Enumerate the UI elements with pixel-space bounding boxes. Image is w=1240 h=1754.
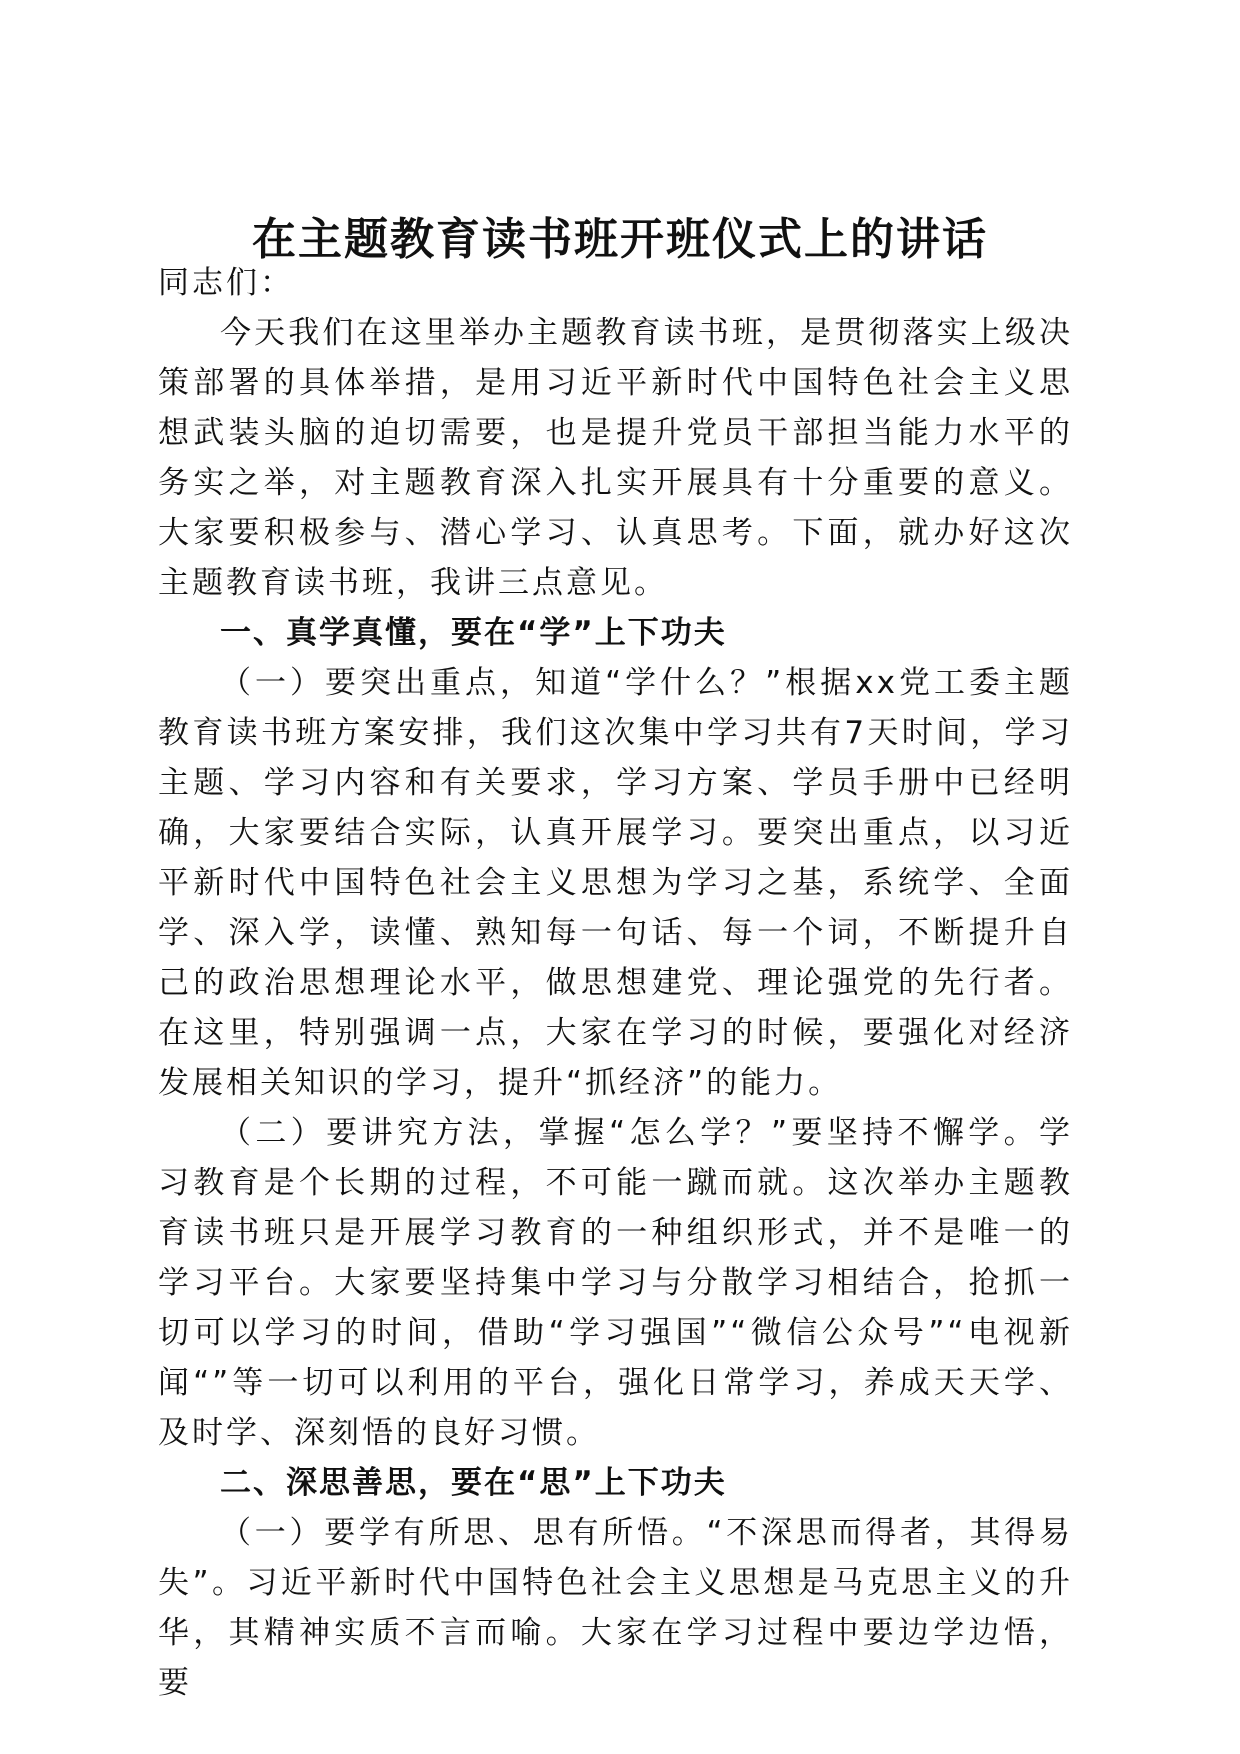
section-2-heading: 二、深思善思，要在“思”上下功夫 [220, 1465, 727, 1501]
intro-paragraph: 今天我们在这里举办主题教育读书班，是贯彻落实上级决策部署的具体举措，是用习近平新时代中国特色社会主义思想武装头脑的迫切需要，也是提升党员干部担当能力水平的务实之举，对主题教育深入扎实开展具有十分重要的意义。大家要积极参与、潜心学习、认真思考。下面，就办好这次主题教育读书班，我讲三点意见。 [158, 315, 1073, 601]
section-1-heading: 一、真学真懂，要在“学”上下功夫 [220, 615, 727, 651]
document-title: 在主题教育读书班开班仪式上的讲话 [252, 214, 988, 265]
document-body [158, 258, 1073, 1708]
section-1-paragraph-1: （一）要突出重点，知道“学什么？”根据xx党工委主题教育读书班方案安排，我们这次集中学习共有7天时间，学习主题、学习内容和有关要求，学习方案、学员手册中已经明确，大家要结合实际，认真开展学习。要突出重点，以习近平新时代中国特色社会主义思想为学习之基，系统学、全面学、深入学，读懂、熟知每一句话、每一个词，不断提升自己的政治思想理论水平，做思想建党、理论强党的先行者。在这里，特别强调一点，大家在学习的时候，要强化对经济发展相关知识的学习，提升“抓经济”的能力。 [158, 665, 1073, 1101]
greeting: 同志们： [158, 265, 294, 301]
section-2-paragraph-1: （一）要学有所思、思有所悟。“不深思而得者，其得易失”。习近平新时代中国特色社会主义思想是马克思主义的升华，其精神实质不言而喻。大家在学习过程中要边学边悟，要 [158, 1515, 1073, 1701]
section-1-paragraph-2: （二）要讲究方法，掌握“怎么学？”要坚持不懈学。学习教育是个长期的过程，不可能一蹴而就。这次举办主题教育读书班只是开展学习教育的一种组织形式，并不是唯一的学习平台。大家要坚持集中学习与分散学习相结合，抢抓一切可以学习的时间，借助“学习强国”“微信公众号”“电视新闻“”等一切可以利用的平台，强化日常学习，养成天天学、及时学、深刻悟的良好习惯。 [158, 1115, 1073, 1451]
